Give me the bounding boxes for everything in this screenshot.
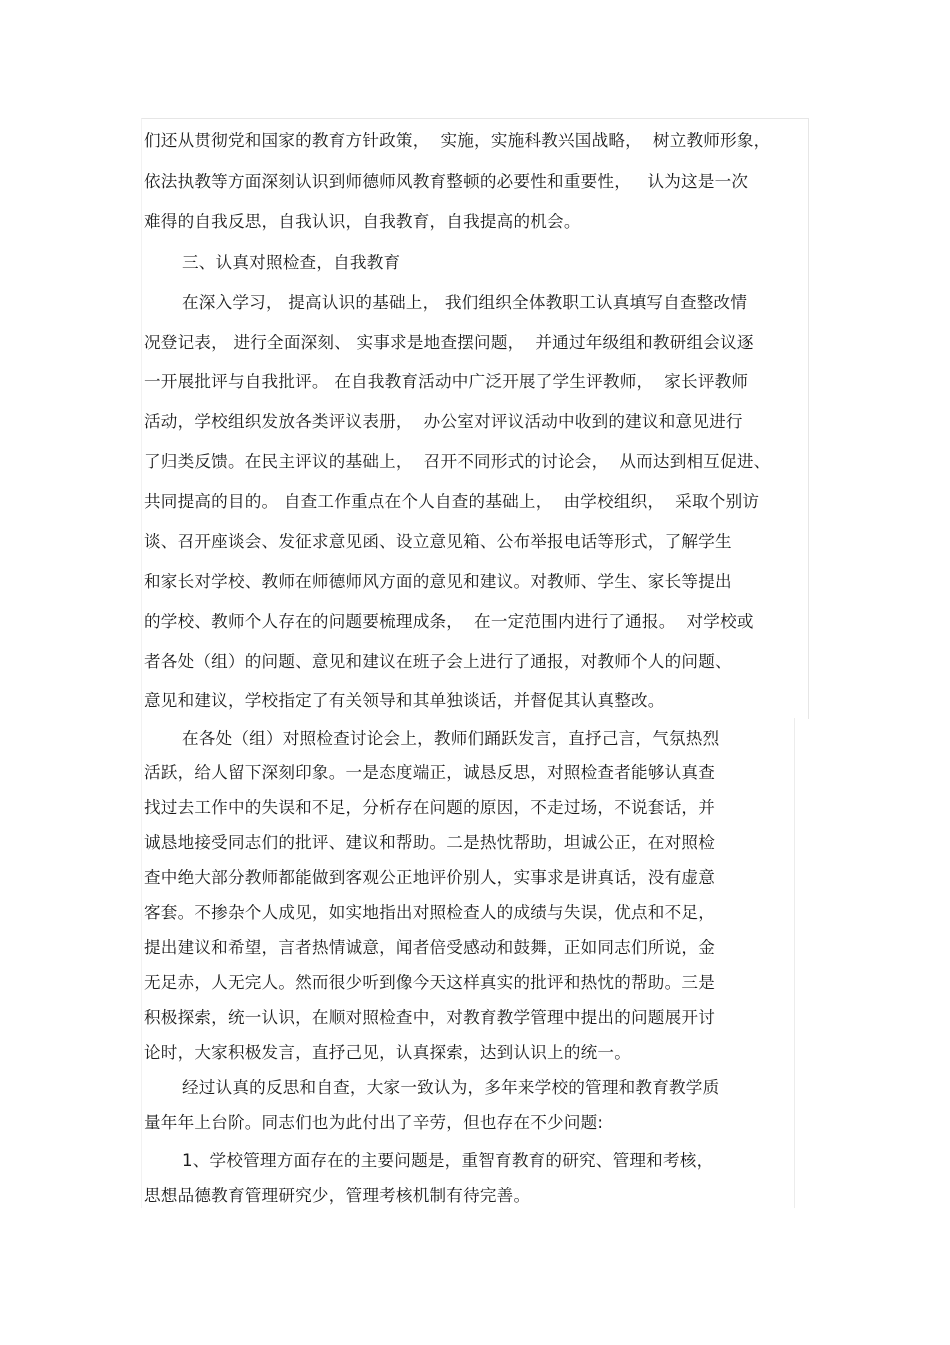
text-line: 和家长对学校、教师在师德师风方面的意见和建议。对教师、学生、家长等提出 <box>144 572 732 591</box>
text-line: 者各处（组）的问题、意见和建议在班子会上进行了通报，对教师个人的问题、 <box>144 652 732 671</box>
text-line: 活跃，给人留下深刻印象。一是态度端正，诚恳反思，对照检查者能够认真查 <box>144 763 715 782</box>
text-line: 查中绝大部分教师都能做到客观公正地评价别人，实事求是讲真话，没有虚意 <box>144 868 715 887</box>
text-line: 一开展批评与自我批评。 在自我教育活动中广泛开展了学生评教师， 家长评教师 <box>144 372 749 391</box>
page-border-bottom <box>141 718 795 1208</box>
text-line: 找过去工作中的失误和不足，分析存在问题的原因，不走过场，不说套话，并 <box>144 798 715 817</box>
text-line: 论时，大家积极发言，直抒己见，认真探索，达到认识上的统一。 <box>144 1043 632 1062</box>
text-line: 的学校、教师个人存在的问题要梳理成条， 在一定范围内进行了通报。 对学校或 <box>144 612 754 631</box>
text-line: 1、学校管理方面存在的主要问题是，重智育教育的研究、管理和考核， <box>182 1151 714 1170</box>
section-heading: 三、认真对照检查，自我教育 <box>182 253 401 272</box>
text-line: 在深入学习， 提高认识的基础上， 我们组织全体教职工认真填写自查整改情 <box>182 293 748 312</box>
text-line: 积极探索，统一认识，在顺对照检查中，对教育教学管理中提出的问题展开讨 <box>144 1008 715 1027</box>
text-line: 诚恳地接受同志们的批评、建议和帮助。二是热忱帮助，坦诚公正，在对照检 <box>144 833 715 852</box>
text-line: 共同提高的目的。 自查工作重点在个人自查的基础上， 由学校组织， 采取个别访 <box>144 492 760 511</box>
text-line: 依法执教等方面深刻认识到师德师风教育整顿的必要性和重要性， 认为这是一次 <box>144 172 749 191</box>
text-line: 活动，学校组织发放各类评议表册， 办公室对评议活动中收到的建议和意见进行 <box>144 412 743 431</box>
text-line: 无足赤，人无完人。然而很少听到像今天这样真实的批评和热忱的帮助。三是 <box>144 973 715 992</box>
text-line: 意见和建议，学校指定了有关领导和其单独谈话，并督促其认真整改。 <box>144 691 665 710</box>
text-line: 量年年上台阶。同志们也为此付出了辛劳，但也存在不少问题: <box>144 1113 604 1132</box>
text-line: 客套。不掺杂个人成见，如实地指出对照检查人的成绩与失误，优点和不足， <box>144 903 715 922</box>
text-line: 经过认真的反思和自查，大家一致认为，多年来学校的管理和教育教学质 <box>182 1078 720 1097</box>
text-line: 了归类反馈。在民主评议的基础上， 召开不同形式的讨论会， 从而达到相互促进、 <box>144 452 771 471</box>
text-line: 在各处（组）对照检查讨论会上，教师们踊跃发言，直抒己言，气氛热烈 <box>182 729 720 748</box>
text-line: 况登记表， 进行全面深刻、 实事求是地查摆问题， 并通过年级组和教研组会议逐 <box>144 333 754 352</box>
text-line: 难得的自我反思，自我认识，自我教育，自我提高的机会。 <box>144 212 581 231</box>
text-line: 提出建议和希望，言者热情诚意，闻者倍受感动和鼓舞，正如同志们所说，金 <box>144 938 715 957</box>
text-line: 思想品德教育管理研究少，管理考核机制有待完善。 <box>144 1186 531 1205</box>
text-line: 谈、召开座谈会、发征求意见函、设立意见箱、公布举报电话等形式，了解学生 <box>144 532 732 551</box>
text-line: 们还从贯彻党和国家的教育方针政策， 实施，实施科教兴国战略， 树立教师形象， <box>144 131 771 150</box>
